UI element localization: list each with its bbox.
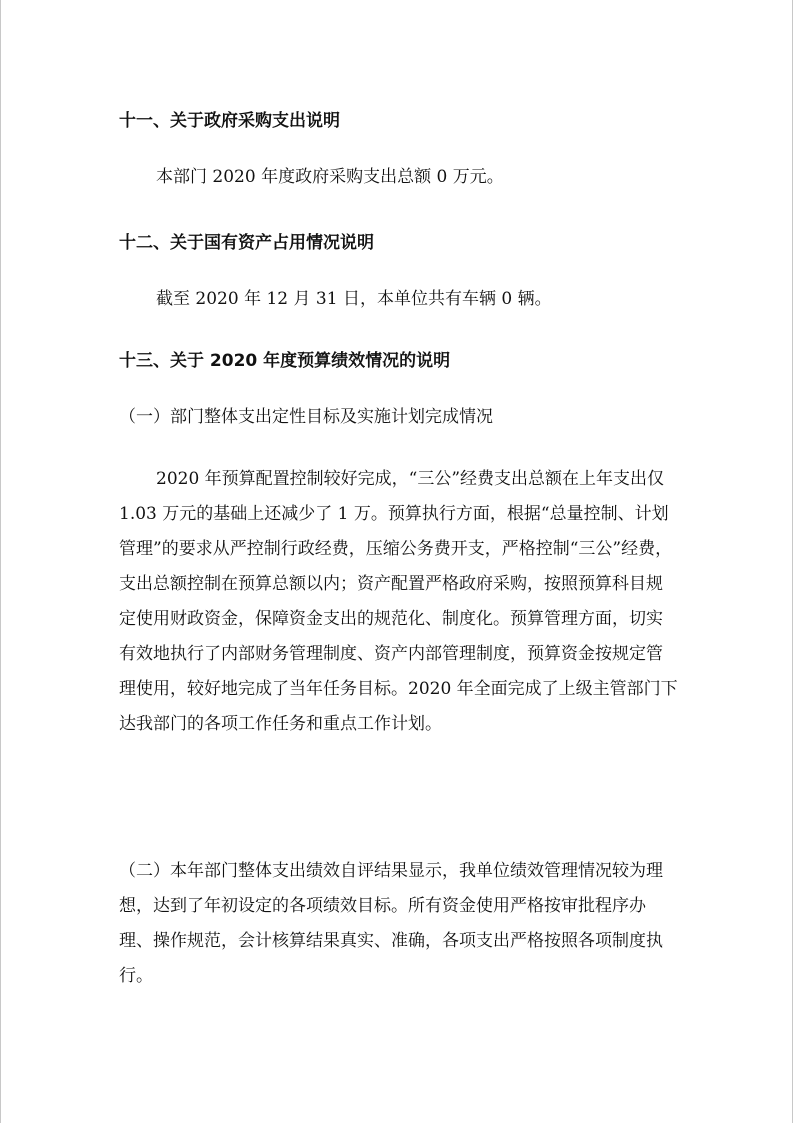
section-12-paragraph: 截至 2020 年 12 月 31 日，本单位共有车辆 0 辆。 <box>156 289 552 309</box>
section-12-heading: 十二、关于国有资产占用情况说明 <box>119 233 374 253</box>
subsection-1-paragraph: 2020 年预算配置控制较好完成，“三公”经费支出总额在上年支出仅 1.03 万元的基础上还减少了 1 万。预算执行方面，根据“总量控制、计划管理”的要求从严控制行政经费，压缩公务费开支，严格控制“三公”经费，支出总额控制在预算总额以内；资产配置严格政府采购，按照预算科目规定使用财政资金，保障资金支出的规范化、制度化。预算管理方面，切实有效地执行了内部财务管理制度、资产内部管理制度，预算资金按规定管理使用，较好地完成了当年任务目标。2020 年全面完成了上级主管部门下达我部门的各项工作任务和重点工作计划。 <box>119 469 678 734</box>
subsection-2-paragraph: （二）本年部门整体支出绩效自评结果显示，我单位绩效管理情况较为理想，达到了年初设定的各项绩效目标。所有资金使用严格按审批程序办理、操作规范，会计核算结果真实、准确，各项支出严格按照各项制度执行。 <box>119 861 663 986</box>
section-13-heading: 十三、关于 2020 年度预算绩效情况的说明 <box>119 351 451 371</box>
section-11-heading: 十一、关于政府采购支出说明 <box>119 111 340 131</box>
section-11-paragraph: 本部门 2020 年度政府采购支出总额 0 万元。 <box>156 167 504 187</box>
subsection-1-heading: （一）部门整体支出定性目标及实施计划完成情况 <box>119 407 493 427</box>
